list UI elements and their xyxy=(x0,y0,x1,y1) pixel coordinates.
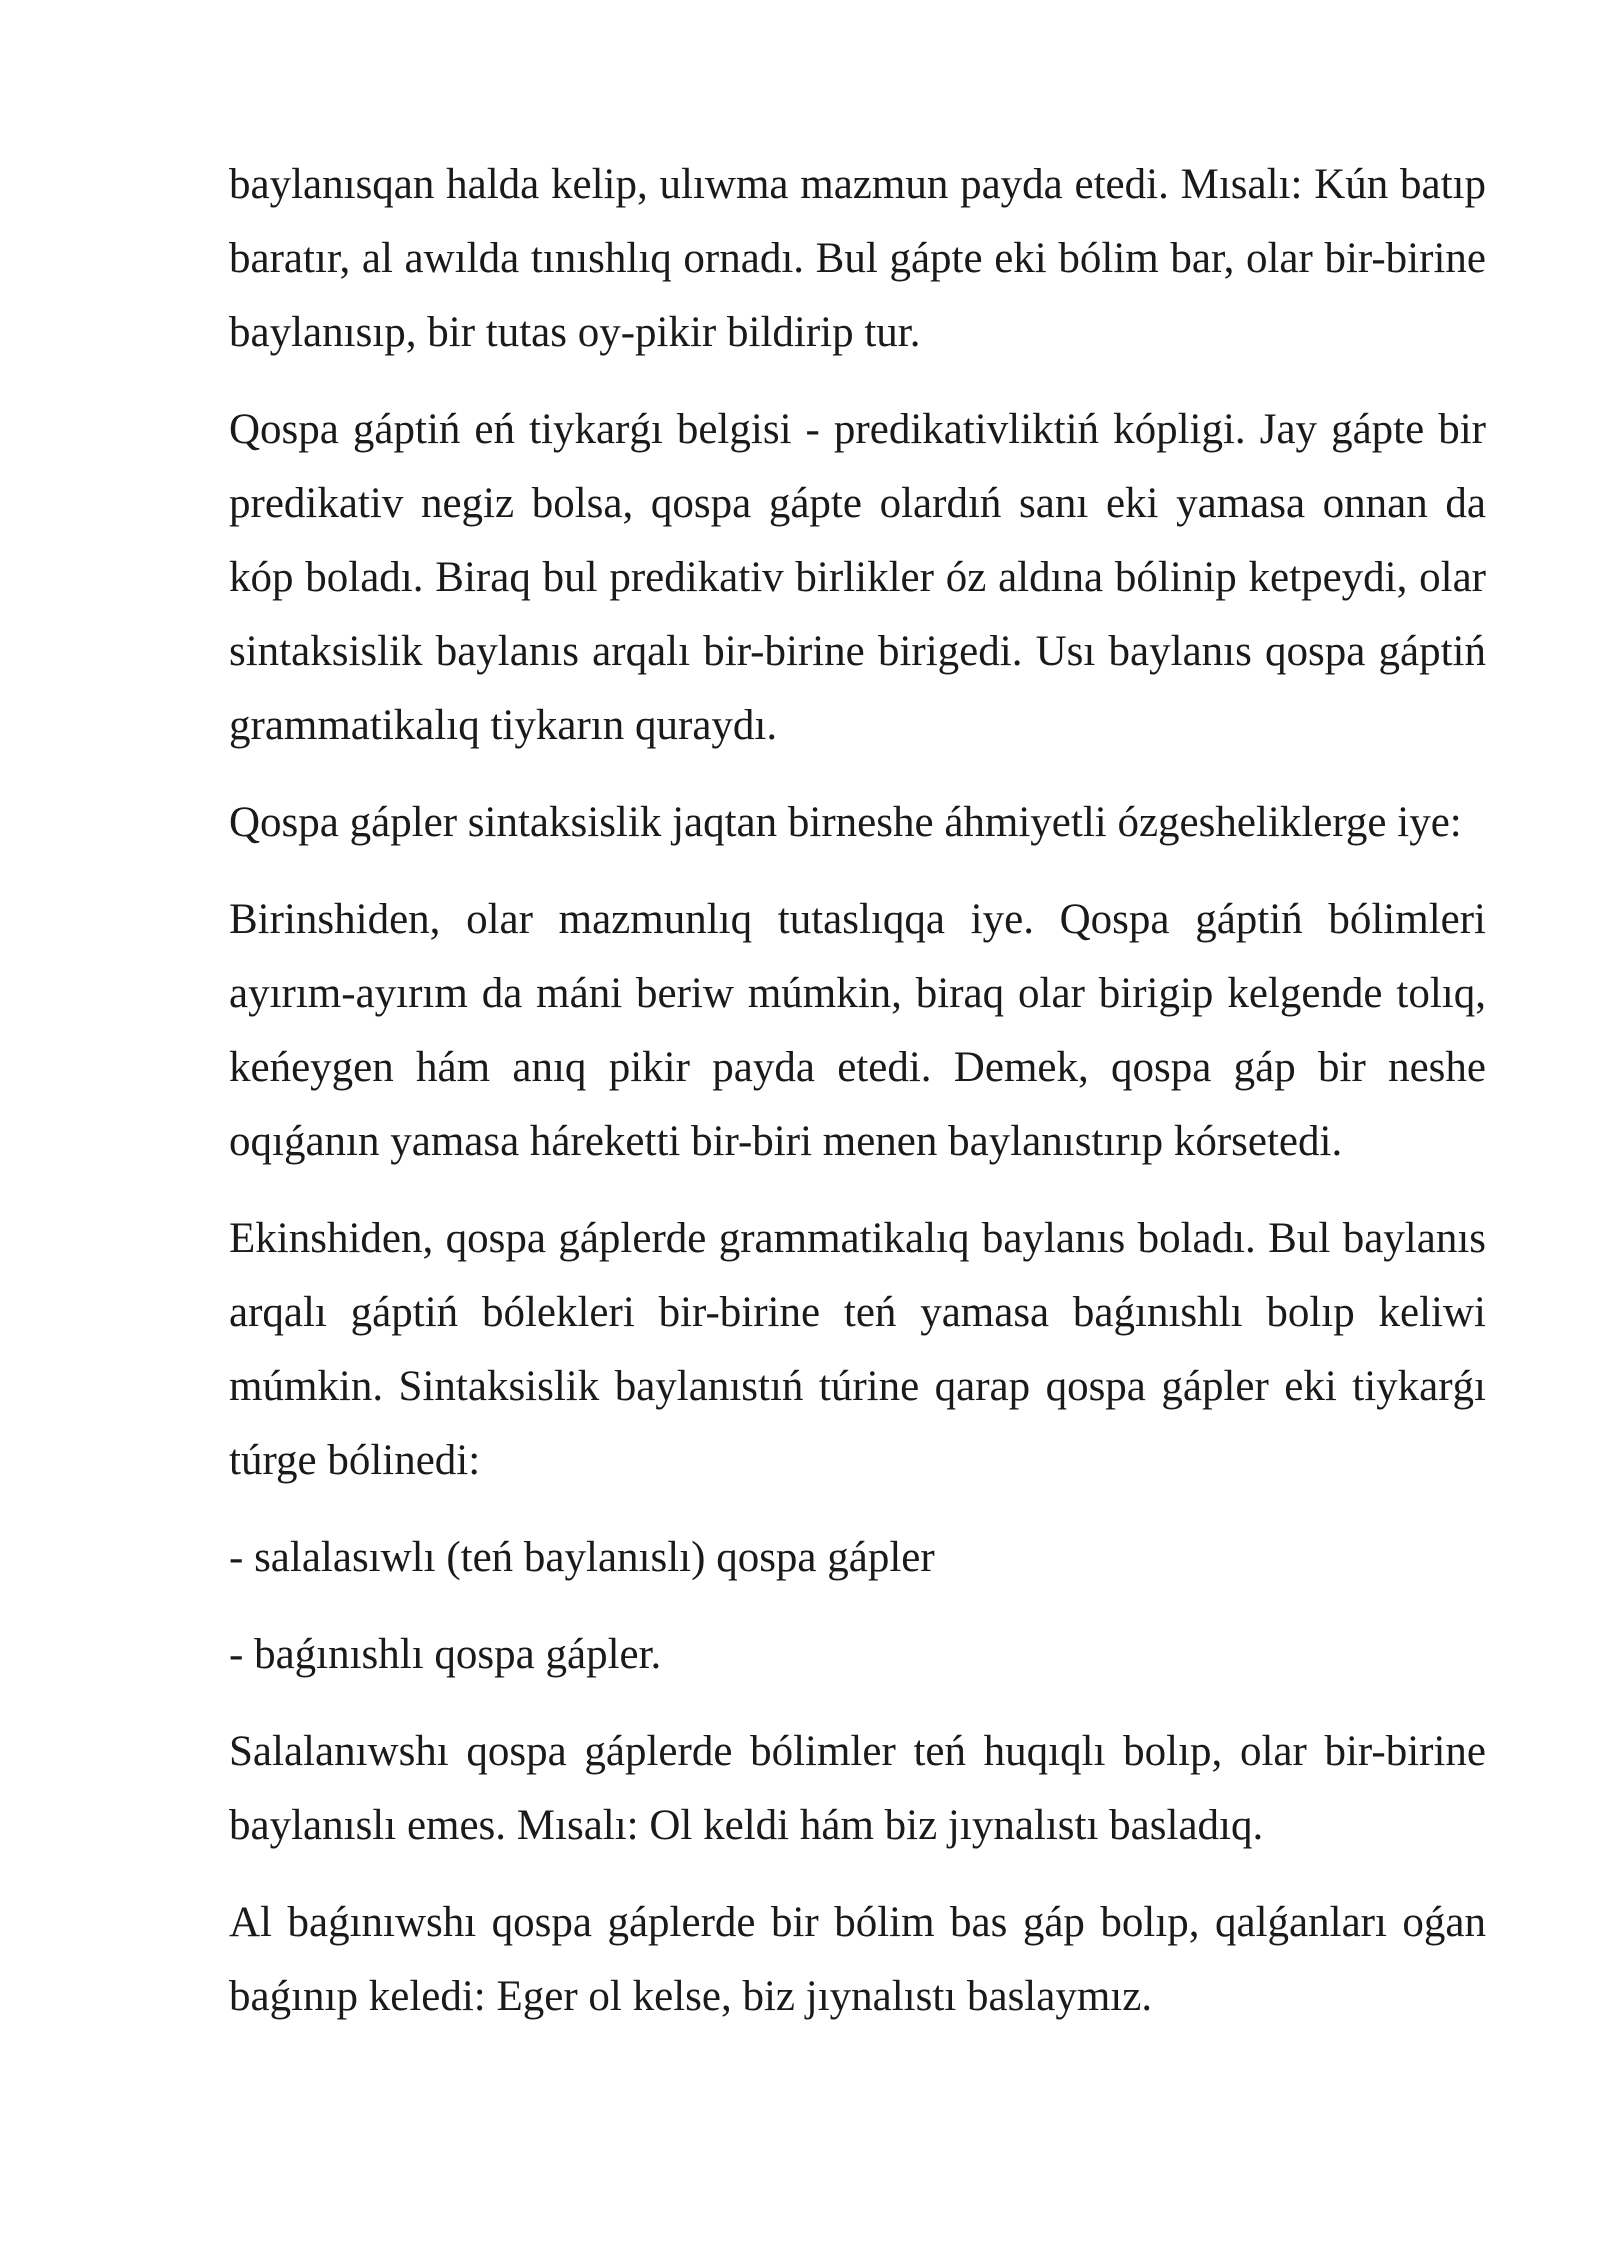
paragraph-4: Birinshiden, olar mazmunlıq tutaslıqqa iye. Qospa gáptiń bólimleri ayırım-ayırım da máni beriw múmkin, biraq olar birigip kelgende tolıq, keńeygen hám anıq pikir payda etedi. Demek, qospa gáp bir neshe oqıǵanın yamasa háreketti bir-biri menen baylanıstırıp kórsetedi. xyxy=(229,896,1486,1165)
document-body xyxy=(229,148,1486,2057)
list-item-2: - baǵınıshlı qospa gápler. xyxy=(229,1631,662,1678)
list-item-1: - salalasıwlı (teń baylanıslı) qospa gápler xyxy=(229,1534,935,1581)
paragraph-5: Ekinshiden, qospa gáplerde grammatikalıq baylanıs boladı. Bul baylanıs arqalı gáptiń bólekleri bir-birine teń yamasa baǵınıshlı bolıp keliwi múmkin. Sintaksislik baylanıstıń túrine qarap qospa gápler eki tiykarǵı túrge bólinedi: xyxy=(229,1215,1486,1484)
paragraph-2: Qospa gáptiń eń tiykarǵı belgisi - predikativliktiń kópligi. Jay gápte bir predikativ negiz bolsa, qospa gápte olardıń sanı eki yamasa onnan da kóp boladı. Biraq bul predikativ birlikler óz aldına bólinip ketpeydi, olar sintaksislik baylanıs arqalı bir-birine birigedi. Usı baylanıs qospa gáptiń grammatikalıq tiykarın quraydı. xyxy=(229,406,1486,749)
paragraph-7: Al baǵınıwshı qospa gáplerde bir bólim bas gáp bolıp, qalǵanları oǵan baǵınıp keledi: Eger ol kelse, biz jıynalıstı baslaymız. xyxy=(229,1899,1486,2020)
paragraph-3: Qospa gápler sintaksislik jaqtan birneshe áhmiyetli ózgesheliklerge iye: xyxy=(229,799,1462,846)
paragraph-6: Salalanıwshı qospa gáplerde bólimler teń huqıqlı bolıp, olar bir-birine baylanıslı emes. Mısalı: Ol keldi hám biz jıynalıstı basladıq. xyxy=(229,1728,1486,1849)
paragraph-1: baylanısqan halda kelip, ulıwma mazmun payda etedi. Mısalı: Kún batıp baratır, al awılda tınıshlıq ornadı. Bul gápte eki bólim bar, olar bir-birine baylanısıp, bir tutas oy-pikir bildirip tur. xyxy=(229,161,1486,356)
